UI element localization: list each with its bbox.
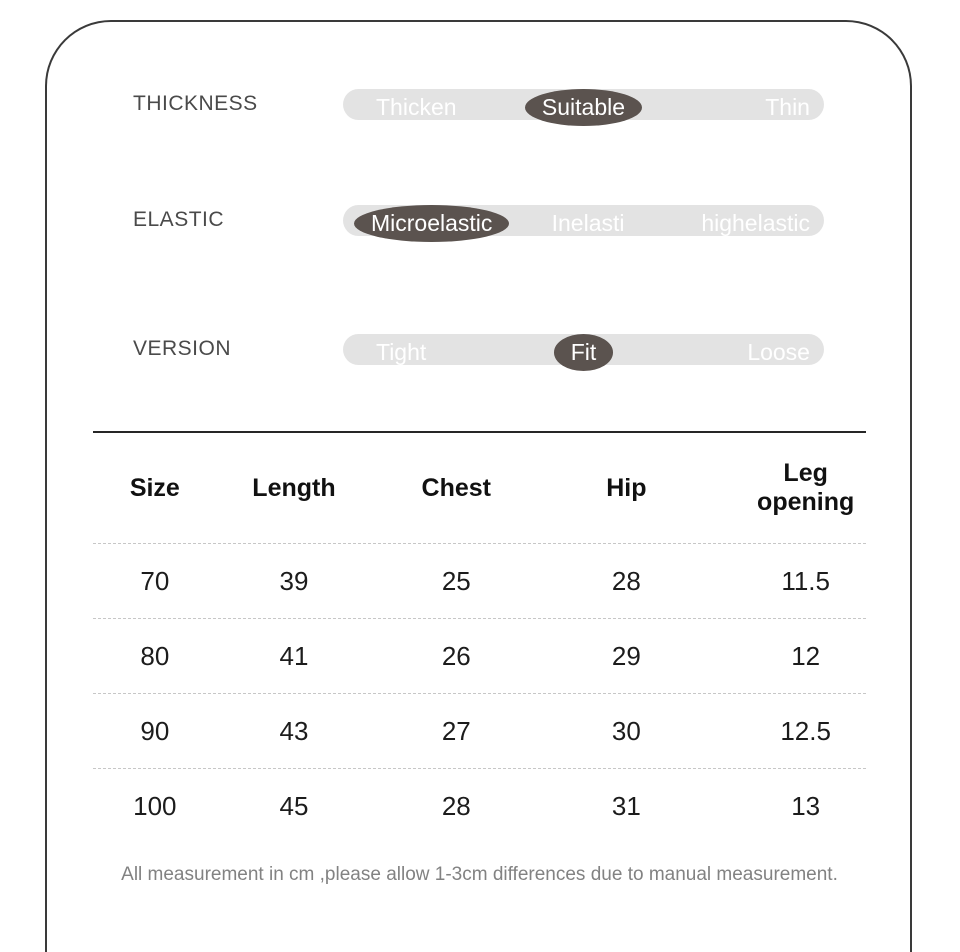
table-cell: 12.5 [780,715,831,746]
table-cell: 12 [791,640,821,671]
thickness-selector [343,89,824,120]
table-cell: 45 [279,790,309,821]
table-row [93,768,866,843]
table-cell: 39 [279,565,309,596]
spec-options-section [47,22,910,365]
elastic-selector [343,205,824,236]
spec-option-selected: Microelastic [354,205,509,242]
version-label: VERSION [133,337,232,360]
column-header-chest: Chest [421,473,492,502]
option-cell [343,89,503,126]
table-cell: 25 [441,565,471,596]
spec-option: Thicken [376,93,457,120]
table-cell: 13 [791,790,821,821]
elastic-label: ELASTIC [133,208,225,231]
table-cell: 11.5 [781,565,830,596]
table-cell: 27 [441,715,471,746]
spec-option: Loose [747,338,810,365]
table-cell: 43 [279,715,309,746]
option-cell [664,334,824,371]
table-cell: 26 [441,640,471,671]
table-cell: 28 [611,565,641,596]
measurement-note: All measurement in cm ,please allow 1-3cm differences due to manual measurement. [121,864,838,885]
table-cell: 41 [279,640,309,671]
column-header-hip: Hip [606,473,647,502]
option-cell [664,89,824,126]
option-cell [503,89,663,126]
table-cell: 100 [133,790,177,821]
table-cell: 31 [611,790,641,821]
column-header-size: Size [129,473,180,502]
version-selector [343,334,824,365]
spec-option: Inelasti [551,209,625,236]
option-cell [343,334,503,371]
table-row [93,543,866,618]
option-cell [509,205,666,242]
column-header-leg-opening: Leg opening [757,459,855,516]
table-cell: 70 [140,565,170,596]
spec-option: Tight [376,338,427,365]
option-cell [503,334,663,371]
spec-option: Thin [765,93,810,120]
size-table [93,431,866,886]
option-cell [343,205,509,242]
version-row [47,333,910,365]
spec-option-selected: Suitable [525,89,642,126]
table-header-row [93,431,866,543]
table-row [93,693,866,768]
table-cell: 28 [441,790,471,821]
table-cell: 29 [611,640,641,671]
spec-option-selected: Fit [554,334,614,371]
table-cell: 90 [140,715,170,746]
thickness-row [47,88,910,120]
option-cell [667,205,824,242]
spec-option: highelastic [701,209,810,236]
table-cell: 80 [140,640,170,671]
table-cell: 30 [611,715,641,746]
size-chart-card [45,20,912,952]
table-row [93,618,866,693]
thickness-label: THICKNESS [133,92,258,115]
column-header-length: Length [252,473,336,502]
elastic-row [47,204,910,236]
